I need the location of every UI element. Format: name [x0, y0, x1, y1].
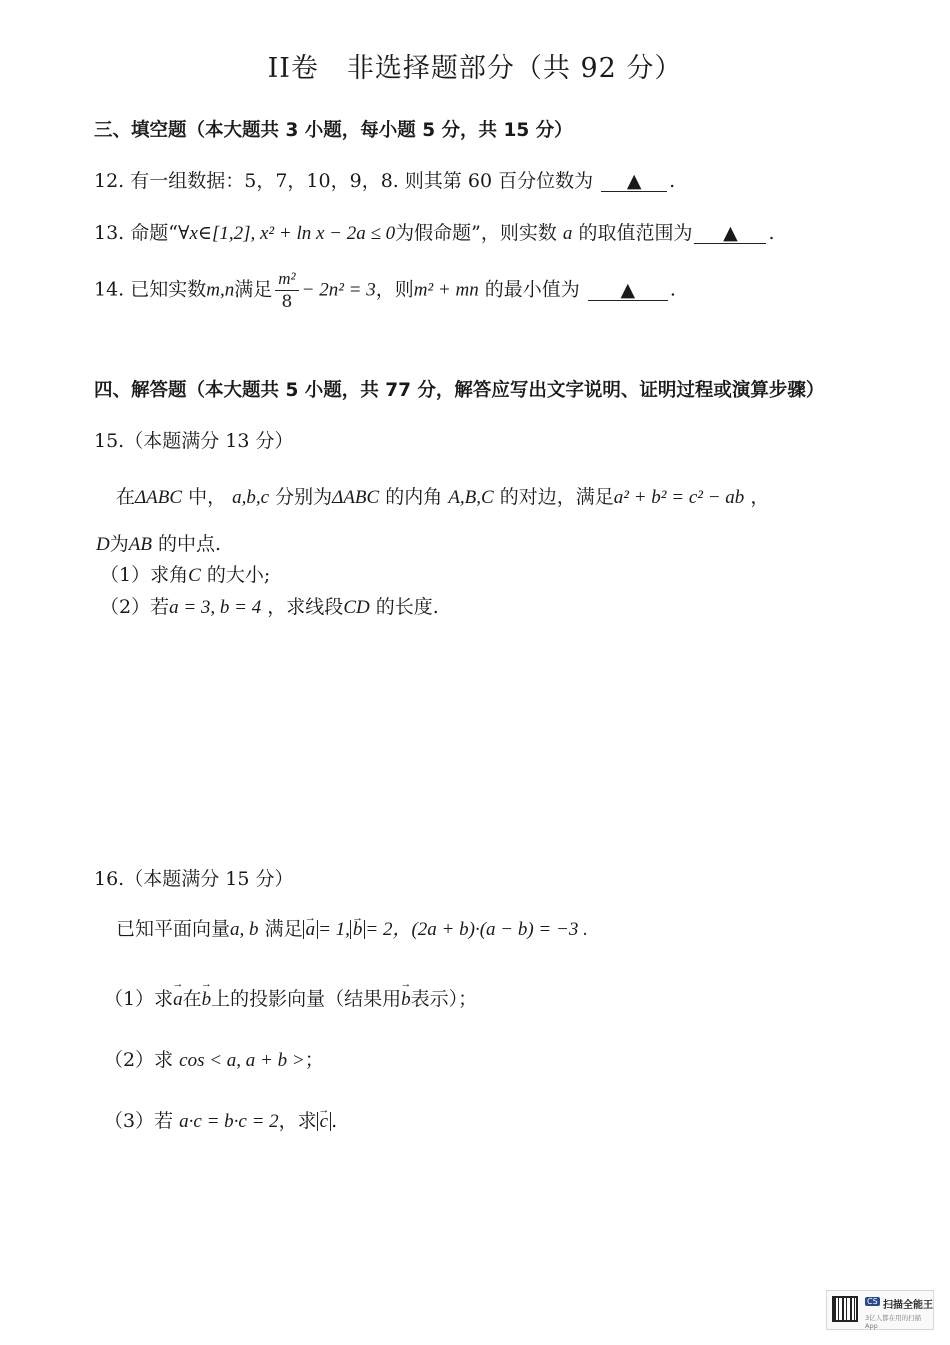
q16-dot-condition: a·c = b·c = 2: [179, 1111, 279, 1132]
section-solution-heading: 四、解答题（本大题共 5 小题，共 77 分，解答应写出文字说明、证明过程或演算步骤）: [94, 380, 825, 401]
q16-stem: [116, 914, 588, 941]
q14-vars: m,n: [206, 279, 235, 301]
q15-text: ，: [750, 486, 770, 508]
answer-triangle-icon: ▲: [626, 170, 642, 192]
answer-triangle-icon: ▲: [723, 222, 738, 244]
q16-abs-c: → c: [317, 1112, 331, 1131]
q13-prefix: 13. 命题“: [94, 222, 178, 244]
vector-b: → b: [202, 989, 212, 1011]
q16-part-1: [104, 984, 477, 1011]
q12-period: .: [669, 170, 676, 192]
q15-triangle: ΔABC: [332, 487, 380, 508]
q16-text: （3）若: [104, 1110, 174, 1132]
section-fill-in-heading: 三、填空题（本大题共 3 小题，每小题 5 分，共 15 分）: [94, 120, 573, 141]
q16-cos-expression: cos < a, a + b >: [179, 1050, 305, 1071]
q14-frac-numerator: m²: [275, 268, 298, 291]
q13-formula: ∀x∈[1,2], x² + ln x − 2a ≤ 0: [177, 223, 396, 244]
q16-text: = 2，: [365, 919, 412, 940]
q16-label: 16.（本题满分 15 分）: [94, 868, 294, 890]
q16-text: ，求: [278, 1110, 317, 1132]
answer-triangle-icon: ▲: [620, 278, 636, 301]
q13-period: .: [768, 222, 775, 244]
q14-equation: − 2n² = 3: [301, 279, 376, 301]
q12-text: 12. 有一组数据：5，7，10，9，8. 则其第 60 百分位数为: [94, 170, 594, 192]
vector-a: → a: [173, 989, 183, 1011]
q16-text: （1）求: [104, 988, 174, 1010]
q15-stem-line2: [96, 529, 221, 556]
q16-abs-b: → b: [350, 920, 366, 939]
q15-text: 分别为: [275, 486, 333, 508]
q15-text: （1）求角: [100, 564, 189, 586]
q15-text: 中，: [188, 486, 227, 508]
q13-mid: 为假命题”，则实数: [395, 222, 557, 244]
q15-point-d: D: [96, 534, 110, 555]
q14-mid: 满足: [234, 278, 273, 301]
q16-text: 上的投影向量（结果用: [211, 988, 402, 1010]
q14-tail: 的最小值为: [484, 278, 580, 301]
q15-text: 为: [109, 533, 129, 555]
q14-expression: m² + mn: [413, 279, 479, 301]
q16-text: .: [331, 1110, 338, 1132]
q15-text: 的对边，满足: [499, 486, 614, 508]
q15-segment-ab: AB: [128, 534, 152, 555]
page-title: II卷 非选择题部分（共 92 分）: [267, 53, 683, 84]
q15-text: 的中点.: [158, 533, 222, 555]
q13-var: a: [562, 223, 573, 244]
q15-segment-cd: CD: [343, 597, 370, 618]
question-12: [94, 166, 675, 193]
q13-answer-blank[interactable]: [694, 223, 766, 244]
q15-text: 的长度.: [375, 596, 439, 618]
scanner-watermark: [826, 1290, 934, 1330]
q15-condition: a² + b² = c² − ab: [613, 487, 745, 508]
q14-prefix: 14. 已知实数: [94, 278, 207, 301]
q15-sides: a,b,c: [232, 487, 270, 508]
q16-text: ；: [304, 1049, 324, 1071]
q16-vectors: a, b: [230, 919, 259, 940]
q16-part-3: [104, 1106, 337, 1133]
q14-mid2: ，则: [375, 278, 414, 301]
q15-part-2: [100, 592, 439, 619]
question-13: [94, 218, 775, 245]
camscanner-logo-icon: CS: [867, 1297, 878, 1306]
q15-text: 在: [116, 486, 136, 508]
q15-label: 15.（本题满分 13 分）: [94, 430, 294, 452]
q15-stem: [116, 482, 769, 509]
q16-text: 表示）；: [410, 988, 478, 1010]
q15-text: 的内角: [385, 486, 443, 508]
question-14: [94, 268, 676, 313]
q12-answer-blank[interactable]: [601, 171, 667, 192]
q15-angles: A,B,C: [448, 487, 494, 508]
q15-text: （2）若: [100, 596, 170, 618]
q15-given-values: a = 3, b = 4: [169, 597, 262, 618]
q16-text: 已知平面向量: [116, 918, 231, 940]
q14-frac-denominator: 8: [281, 292, 293, 312]
q16-part-2: [104, 1045, 324, 1072]
watermark-tagline: 3亿人都在用的扫描App: [865, 1314, 922, 1330]
q15-part-1: [100, 560, 270, 587]
q16-abs-a: → a: [303, 920, 319, 939]
q13-tail: 的取值范围为: [578, 222, 693, 244]
q15-text: 的大小;: [206, 564, 271, 586]
q16-text: 在: [182, 988, 202, 1010]
q15-triangle: ΔABC: [135, 487, 183, 508]
q16-text: = 1,: [318, 919, 350, 940]
q14-period: .: [669, 278, 676, 301]
qr-code-icon: [832, 1296, 858, 1322]
watermark-name: 扫描全能王: [883, 1300, 933, 1311]
q15-text: ，求线段: [267, 596, 344, 618]
q16-text: （2）求: [104, 1049, 174, 1071]
q16-text: 满足: [264, 918, 303, 940]
q15-angle-c: C: [188, 565, 201, 586]
q14-fraction: [275, 268, 298, 313]
q16-dot-product-condition: (2a + b)·(a − b) = −3 .: [411, 919, 588, 940]
q14-answer-blank[interactable]: [588, 280, 668, 301]
vector-b: → b: [401, 989, 411, 1011]
